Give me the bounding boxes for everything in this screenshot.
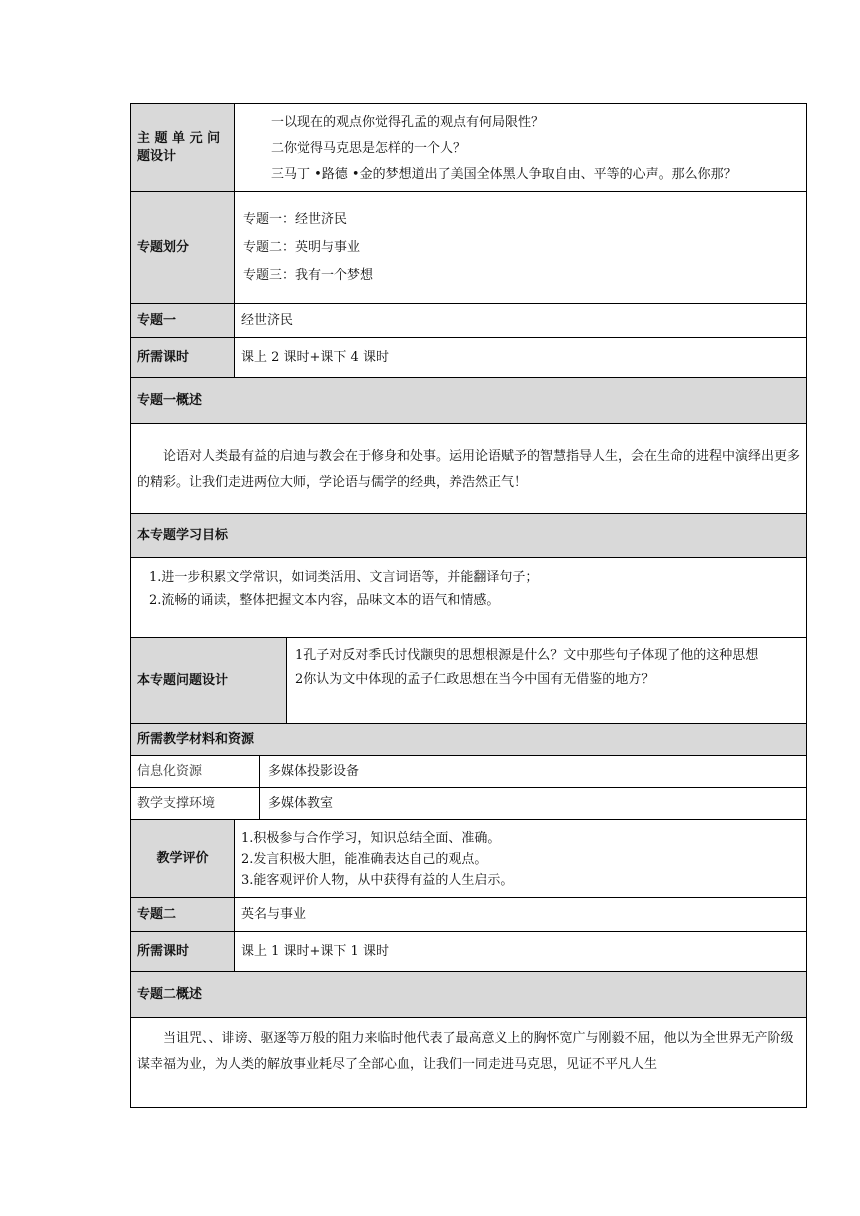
division-item-1: 专题一：经世济民 (243, 212, 348, 227)
topic1-question-1: 1孔子对反对季氏讨伐颛臾的思想根源是什么？文中那些句子体现了他的这种思想 (295, 648, 759, 663)
resource-1-key: 信息化资源 (131, 756, 260, 787)
lesson-plan-table (130, 103, 807, 1108)
topic1-questions-label: 本专题问题设计 (131, 638, 287, 723)
topic1-questions-content (287, 638, 806, 723)
resource-2-value: 多媒体教室 (268, 795, 334, 811)
topic1-overview-label: 专题一概述 (137, 392, 203, 408)
topic2-overview-text-cell (131, 1018, 806, 1107)
topic1-hours-value: 课上 2 课时+课下 4 课时 (241, 349, 389, 365)
topic2-hours-value: 课上 1 课时+课下 1 课时 (241, 943, 389, 959)
topic1-label: 专题一 (131, 304, 235, 337)
topic1-overview-text-cell (131, 424, 806, 513)
unit-question-1: 一以现在的观点你觉得孔孟的观点有何局限性？ (271, 115, 545, 130)
division-content (235, 192, 806, 303)
evaluation-content (235, 820, 806, 897)
row-resource-1 (131, 756, 807, 788)
row-division (131, 192, 807, 304)
row-topic2 (131, 898, 807, 932)
evaluation-label: 教学评价 (131, 820, 235, 897)
row-unit-questions (131, 104, 807, 192)
topic1-goals-label: 本专题学习目标 (137, 527, 229, 543)
topic1-question-2: 2你认为文中体现的孟子仁政思想在当今中国有无借鉴的地方？ (295, 672, 655, 687)
row-topic1-goals-label (131, 514, 807, 558)
division-item-3: 专题三：我有一个梦想 (243, 268, 374, 283)
division-item-2: 专题二：英明与事业 (243, 240, 361, 255)
row-resource-2 (131, 788, 807, 820)
row-topic1-hours (131, 338, 807, 378)
row-topic1-overview-label (131, 378, 807, 424)
row-topic1-goals (131, 558, 807, 638)
row-topic2-overview-text (131, 1018, 807, 1108)
row-materials-label (131, 724, 807, 756)
materials-label: 所需教学材料和资源 (137, 731, 255, 747)
resource-2 (131, 788, 806, 819)
topic1-goal-2: 2.流畅的诵读，整体把握文本内容，品味文本的语气和情感。 (149, 593, 500, 608)
topic2-overview-text: 当诅咒、、诽谤、驱逐等万般的阻力来临时他代表了最高意义上的胸怀宽广与刚毅不屈，他以为全世界无产阶级谋幸福为业，为人类的解放事业耗尽了全部心血，让我们一同走进马克思，见证不平凡人生 (137, 1031, 794, 1072)
topic2-overview-label: 专题二概述 (137, 986, 203, 1002)
row-topic1-overview-text (131, 424, 807, 514)
unit-question-2: 二你觉得马克思是怎样的一个人？ (271, 141, 467, 156)
topic2-hours-label: 所需课时 (131, 932, 235, 971)
resource-1 (131, 756, 806, 787)
topic1-value: 经世济民 (241, 312, 294, 328)
topic1-goals-content (131, 558, 806, 637)
topic2-label: 专题二 (131, 898, 235, 931)
topic1-hours-label: 所需课时 (131, 338, 235, 377)
row-topic1 (131, 304, 807, 338)
evaluation-item-2: 2.发言积极大胆，能准确表达自己的观点。 (241, 852, 488, 867)
row-topic2-overview-label (131, 972, 807, 1018)
resource-2-key: 教学支撑环境 (131, 788, 260, 819)
resource-1-value: 多媒体投影设备 (268, 763, 360, 779)
topic1-goal-1: 1.进一步积累文学常识，如词类活用、文言词语等，并能翻译句子； (149, 570, 539, 585)
row-topic1-questions (131, 638, 807, 724)
unit-question-3: 三马丁 •路德 •金的梦想道出了美国全体黑人争取自由、平等的心声。那么你那？ (271, 167, 737, 182)
row-evaluation (131, 820, 807, 898)
division-label: 专题划分 (131, 192, 235, 303)
unit-questions-label: 主 题 单 元 问题设计 (131, 104, 235, 191)
topic2-value: 英名与事业 (241, 906, 307, 922)
evaluation-item-1: 1.积极参与合作学习，知识总结全面、准确。 (241, 831, 501, 846)
unit-questions-content (235, 104, 806, 191)
evaluation-item-3: 3.能客观评价人物，从中获得有益的人生启示。 (241, 873, 514, 888)
topic1-overview-text: 论语对人类最有益的启迪与教会在于修身和处事。运用论语赋予的智慧指导人生，会在生命的进程中演绎出更多的精彩。让我们走进两位大师，学论语与儒学的经典，养浩然正气！ (137, 449, 801, 490)
row-topic2-hours (131, 932, 807, 972)
